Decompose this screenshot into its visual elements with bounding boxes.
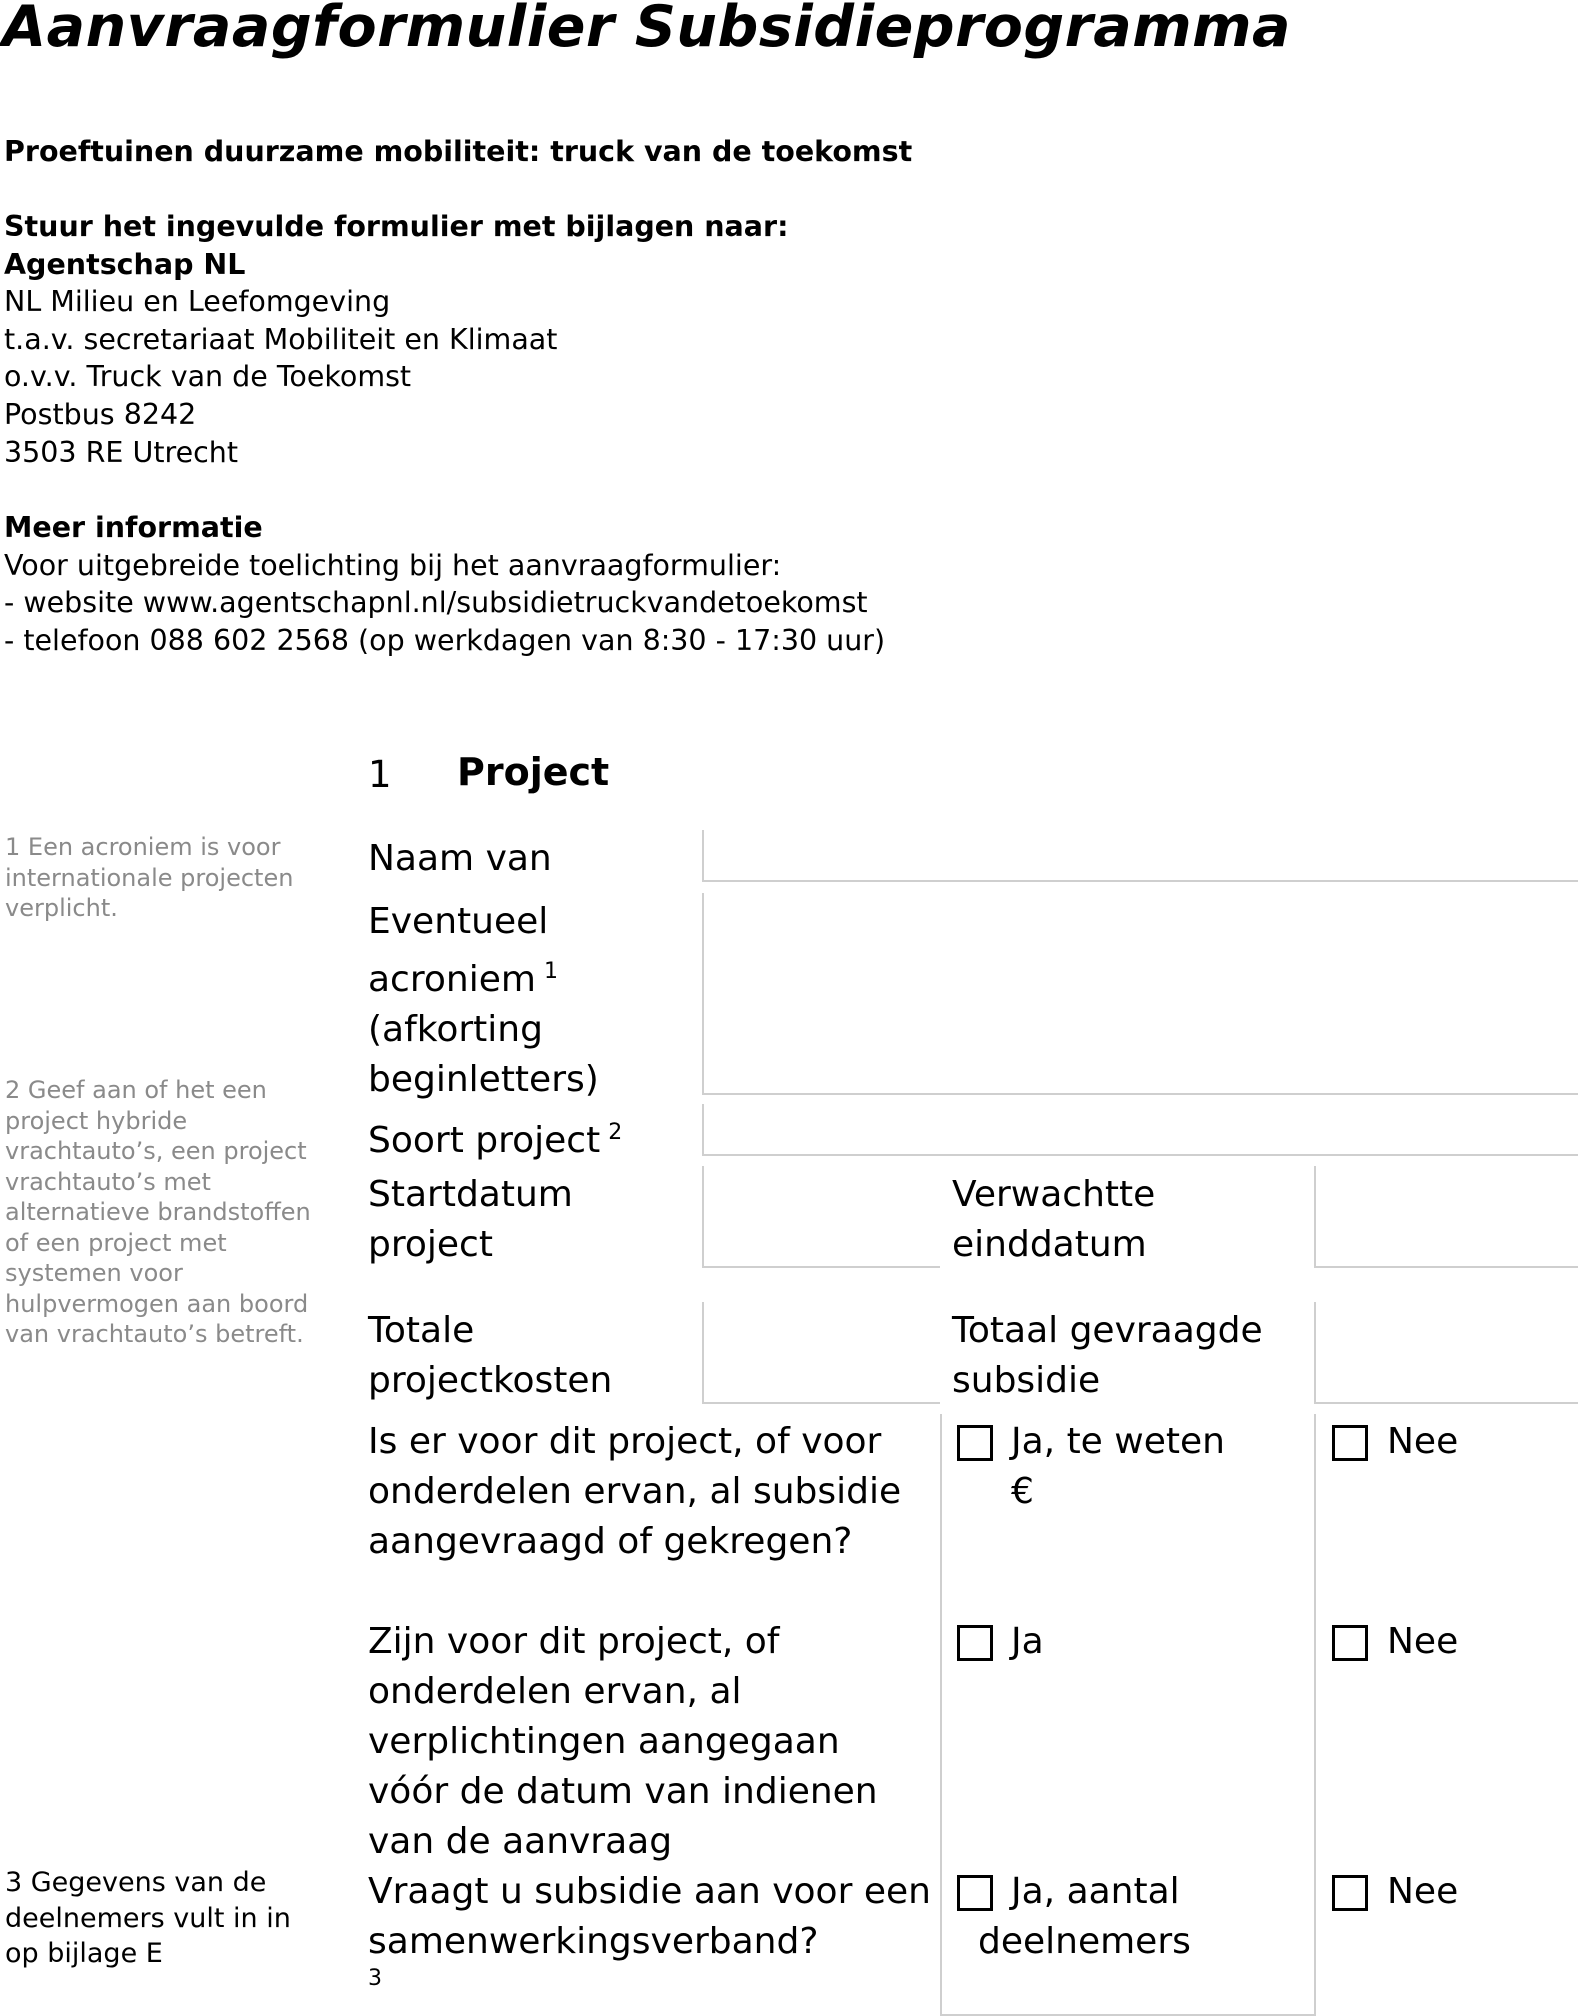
address-line: NL Milieu en Leefomgeving	[4, 285, 391, 319]
document-title: Aanvraagformulier Subsidieprogramma	[2, 0, 1291, 60]
soort-project-input[interactable]	[702, 1104, 1578, 1156]
gevraagde-subsidie-input[interactable]	[1314, 1302, 1578, 1404]
checkbox-q1-ja[interactable]	[957, 1425, 993, 1461]
gevraagde-subsidie-label: Totaal gevraagde subsidie	[952, 1310, 1263, 1401]
footnote-2: 2 Geef aan of het een project hybride vrachtauto’s, een project vrachtauto’s met alternatieve brandstoffen of een project met systemen voor hulpvermogen aan boord van vrachtauto’s betreft.	[5, 1076, 311, 1348]
option-q1-euro: €	[1011, 1471, 1034, 1512]
organisation-name: Agentschap NL	[4, 247, 246, 281]
footnote-ref-2: 2	[608, 1120, 623, 1145]
acroniem-label	[368, 897, 688, 1105]
soort-project-label	[368, 1108, 622, 1166]
checkbox-q2-nee[interactable]	[1332, 1625, 1368, 1661]
acroniem-label-text: Eventueel acroniem	[368, 901, 549, 1000]
checkbox-q3-nee[interactable]	[1332, 1875, 1368, 1911]
send-to-heading: Stuur het ingevulde formulier met bijlagen naar:	[4, 210, 789, 243]
soort-project-text: Soort project	[368, 1120, 601, 1161]
acroniem-input[interactable]	[702, 893, 1578, 1095]
column-divider	[1314, 1414, 1316, 2016]
naam-input[interactable]	[702, 830, 1578, 882]
option-q1-ja: Ja, te weten	[1011, 1421, 1225, 1462]
option-q3-ja: Ja, aantal	[1011, 1871, 1180, 1912]
startdatum-input[interactable]	[702, 1166, 940, 1268]
question-samenwerkingsverband: Vraagt u subsidie aan voor een samenwerkingsverband?	[368, 1871, 931, 1962]
checkbox-q1-nee[interactable]	[1332, 1425, 1368, 1461]
more-info-block	[4, 509, 885, 659]
send-to-block	[4, 208, 788, 471]
naam-label: Naam van	[368, 838, 552, 879]
address-line: o.v.v. Truck van de Toekomst	[4, 360, 412, 394]
column-divider	[940, 1414, 942, 2016]
checkbox-q2-ja[interactable]	[957, 1625, 993, 1661]
info-line: - telefoon 088 602 2568 (op werkdagen van 8:30 - 17:30 uur)	[4, 623, 886, 657]
einddatum-input[interactable]	[1314, 1166, 1578, 1268]
address-line: Postbus 8242	[4, 397, 197, 431]
footnote-1: 1 Een acroniem is voor internationale projecten verplicht.	[5, 833, 294, 922]
footnote-ref-3: 3	[368, 1966, 382, 1991]
checkbox-q3-ja[interactable]	[957, 1875, 993, 1911]
question-subsidie-aangevraagd: Is er voor dit project, of voor onderdelen ervan, al subsidie aangevraagd of gekregen?	[368, 1421, 902, 1562]
subtitle: Proeftuinen duurzame mobiliteit: truck van de toekomst	[4, 135, 913, 168]
address-line: t.a.v. secretariaat Mobiliteit en Klimaat	[4, 322, 558, 356]
acroniem-label-extra: (afkorting beginletters)	[368, 1009, 599, 1100]
question-verplichtingen: Zijn voor dit project, of onderdelen ervan, al verplichtingen aangegaan vóór de datum van indienen van de aanvraag	[368, 1621, 878, 1862]
startdatum-label: Startdatum project	[368, 1174, 573, 1265]
projectkosten-input[interactable]	[702, 1302, 940, 1404]
info-line: Voor uitgebreide toelichting bij het aanvraagformulier:	[4, 548, 782, 582]
more-info-heading: Meer informatie	[4, 511, 263, 544]
footnote-3: 3 Gegevens van de deelnemers vult in in op bijlage E	[5, 1867, 291, 1969]
info-line: - website www.agentschapnl.nl/subsidietruckvandetoekomst	[4, 586, 868, 620]
option-q1-nee: Nee	[1387, 1421, 1459, 1462]
section-number: 1	[368, 753, 392, 796]
einddatum-label: Verwachtte einddatum	[952, 1174, 1156, 1265]
projectkosten-label: Totale projectkosten	[368, 1310, 613, 1401]
address-line: 3503 RE Utrecht	[4, 435, 239, 469]
option-q3-nee: Nee	[1387, 1871, 1459, 1912]
option-q2-ja: Ja	[1011, 1621, 1044, 1662]
footnote-ref-1: 1	[543, 959, 558, 984]
option-q3-deelnemers: deelnemers	[978, 1921, 1191, 1962]
section-title: Project	[457, 750, 610, 794]
option-q2-nee: Nee	[1387, 1621, 1459, 1662]
